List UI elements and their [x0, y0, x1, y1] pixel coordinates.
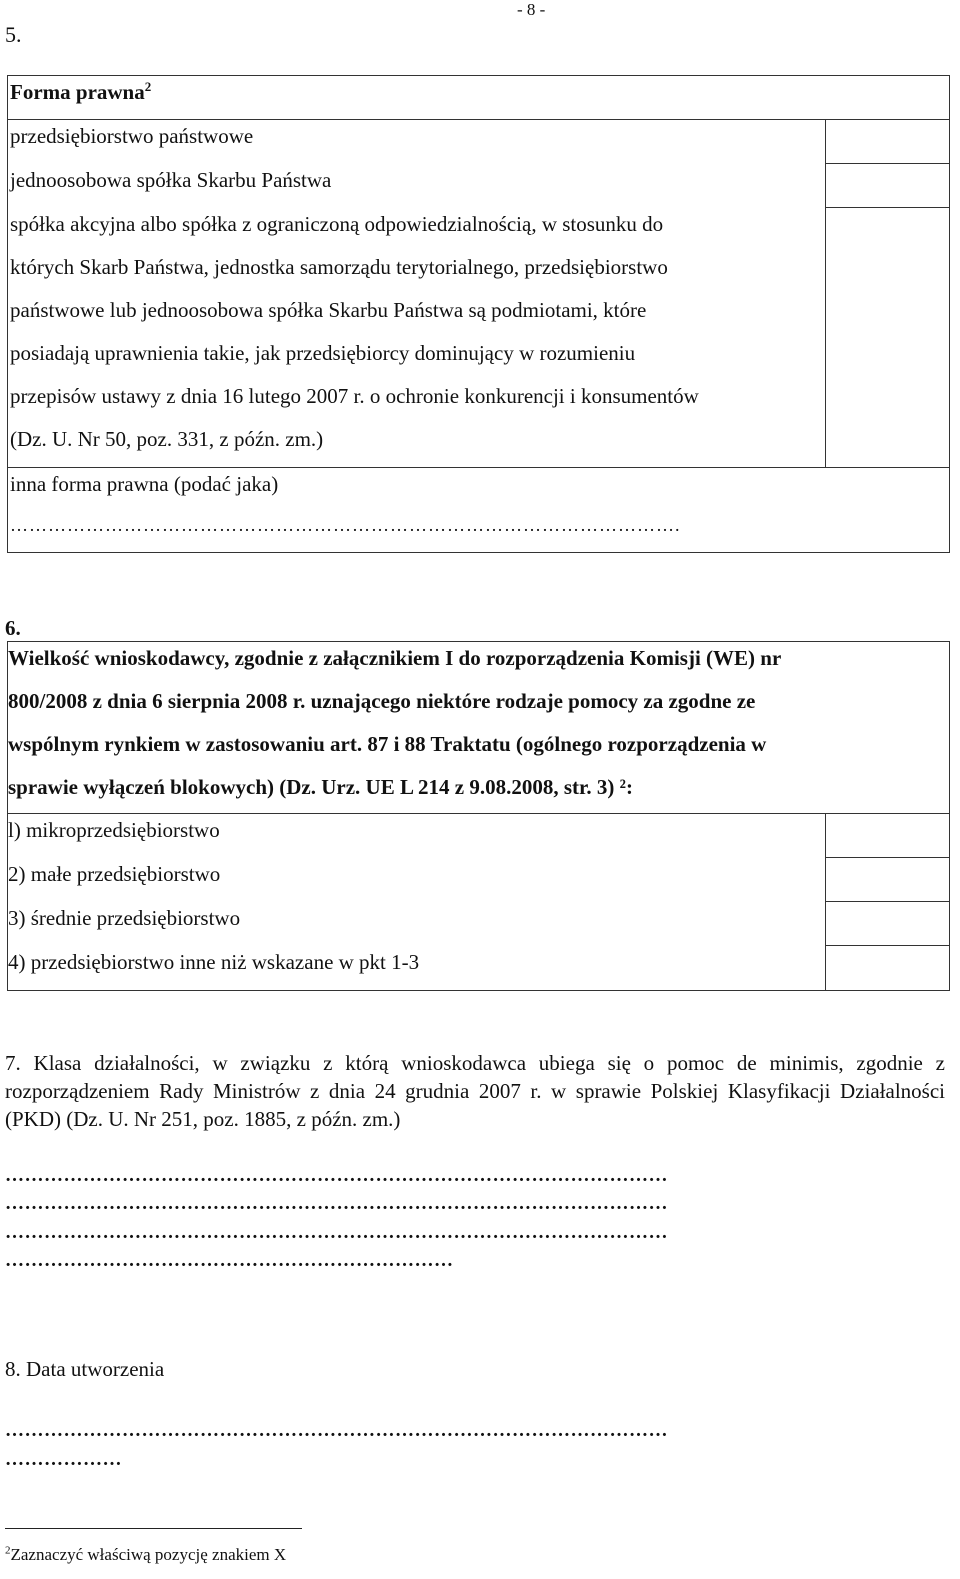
section-5-number: 5.	[5, 22, 22, 47]
option-row: posiadają uprawnienia takie, jak przedsiębiorcy dominujący w rozumieniu	[10, 341, 636, 365]
option-row: inna forma prawna (podać jaka)	[10, 472, 279, 496]
size-option: 2) małe przedsiębiorstwo	[8, 862, 221, 886]
section-7-text: 7. Klasa działalności, w związku z którą wnioskodawca ubiega się o pomoc de minimis, zgodnie z rozporządzeniem Rady Ministrów z dnia 24 grudnia 2007 r. w sprawie Polskiej Klasyfikacji Działalności (PKD) (Dz. U. Nr 251, poz. 1885, z późn. zm.)	[5, 1051, 945, 1131]
option-row: przepisów ustawy z dnia 16 lutego 2007 r. o ochronie konkurencji i konsumentów	[10, 384, 699, 408]
checkbox-cell-other-form[interactable]	[826, 468, 950, 552]
section-6-header-line: wspólnym rynkiem w zastosowaniu art. 87 i 88 Traktatu (ogólnego rozporządzenia w	[8, 732, 767, 756]
option-row: jednoosobowa spółka Skarbu Państwa	[10, 168, 332, 192]
fill-in-line[interactable]: …………………………………………………………………………………………	[5, 1420, 668, 1441]
section-6-header-line: Wielkość wnioskodawcy, zgodnie z załącznikiem I do rozporządzenia Komisji (WE) nr	[8, 646, 782, 670]
fill-in-line[interactable]: …………………………………………………………………………………………	[5, 1193, 668, 1214]
section-5-header: Forma prawna$^2$	[10, 79, 152, 104]
option-row: (Dz. U. Nr 50, poz. 331, z późn. zm.)	[10, 427, 324, 451]
fill-in-line[interactable]: …………………………………………………………………………………………….	[10, 515, 681, 535]
checkbox-cell-sole-shareholder[interactable]	[826, 164, 950, 207]
checkbox-cell-medium[interactable]	[826, 902, 950, 945]
checkbox-cell-state-enterprise[interactable]	[826, 120, 950, 163]
table-divider	[7, 119, 950, 120]
checkbox-cell-other-size[interactable]	[826, 946, 950, 990]
footnote: $^2$Zaznaczyć właściwą pozycję znakiem X	[5, 1544, 287, 1564]
option-row: których Skarb Państwa, jednostka samorządu terytorialnego, przedsiębiorstwo	[10, 255, 668, 279]
fill-in-line[interactable]: ……………………………………………………………	[5, 1250, 454, 1271]
table-divider	[7, 467, 950, 468]
section-6-header-line: 800/2008 z dnia 6 sierpnia 2008 r. uznającego niektóre rodzaje pomocy za zgodne ze	[8, 689, 756, 713]
option-row: państwowe lub jednoosobowa spółka Skarbu Państwa są podmiotami, które	[10, 298, 647, 322]
checkbox-cell-micro[interactable]	[826, 814, 950, 857]
section-8-text: 8. Data utworzenia	[5, 1357, 165, 1381]
checkbox-cell-company[interactable]	[826, 208, 950, 467]
fill-in-line[interactable]: …………………………………………………………………………………………	[5, 1165, 668, 1186]
page-number: - 8 -	[517, 0, 546, 19]
section-6-header-line: sprawie wyłączeń blokowych) (Dz. Urz. UE L 214 z 9.08.2008, str. 3) ²:	[8, 775, 633, 799]
table-divider	[7, 813, 950, 814]
checkbox-cell-small[interactable]	[826, 858, 950, 901]
size-option: 4) przedsiębiorstwo inne niż wskazane w pkt 1-3	[8, 950, 420, 974]
option-row: spółka akcyjna albo spółka z ograniczoną odpowiedzialnością, w stosunku do	[10, 212, 664, 236]
option-row: przedsiębiorstwo państwowe	[10, 124, 254, 148]
fill-in-line[interactable]: ………………	[5, 1449, 122, 1470]
size-option: l) mikroprzedsiębiorstwo	[8, 818, 220, 842]
footnote-rule	[5, 1528, 302, 1529]
fill-in-line[interactable]: …………………………………………………………………………………………	[5, 1222, 668, 1243]
section-6-number: 6.	[5, 616, 21, 640]
size-option: 3) średnie przedsiębiorstwo	[8, 906, 241, 930]
